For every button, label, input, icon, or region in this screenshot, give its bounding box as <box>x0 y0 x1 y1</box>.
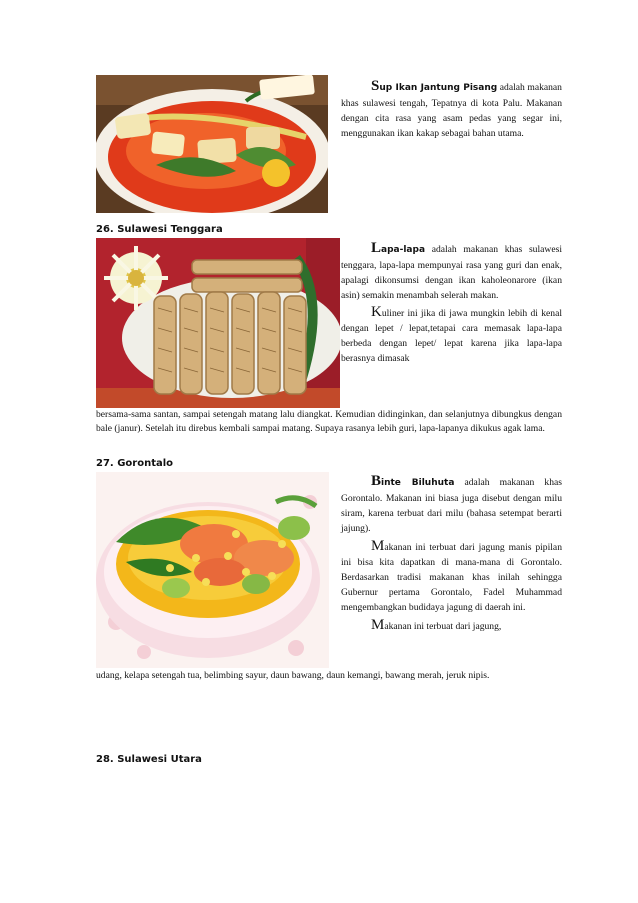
section-27-text <box>341 474 562 634</box>
paragraph-text: akanan ini terbuat dari jagung, <box>384 621 502 632</box>
paragraph-initial: M <box>371 538 385 554</box>
dish-name: up Ikan Jantung Pisang <box>379 83 498 93</box>
section-27-continuation: udang, kelapa setengah tua, belimbing sayur, daun bawang, daun kemangi, bawang merah, jeruk nipis. <box>96 670 490 681</box>
dish-description: adalah makanan khas Gorontalo. Makanan ini biasa juga disebut dengan milu siram, karena terbuat dari milu (bahasa setempat berarti jajung). <box>341 477 562 534</box>
section-heading-28: 28. Sulawesi Utara <box>96 754 202 765</box>
section-26-text <box>341 241 562 366</box>
binte-biluhuta-illustration <box>96 472 329 668</box>
section-25-text <box>341 79 562 141</box>
dish-initial: B <box>371 473 382 489</box>
paragraph-initial: K <box>371 304 382 320</box>
binte-biluhuta-photo <box>96 472 329 668</box>
dish-name: apa-lapa <box>381 245 426 255</box>
section-26-continuation: bersama-sama santan, sampai setengah matang lalu diangkat. Kemudian didinginkan, dan selanjutnya dibungkus dengan bale (janur). Setelah itu direbus kembali sampai matang. Supaya rasanya lebih guri, lapa-lapanya dikukus agak lama. <box>96 409 562 434</box>
dish-description: adalah makanan khas sulawesi tenggara, lapa-lapa mempunyai rasa yang guri dan enak, apalagi dikonsumsi dengan ikan kaholeonarore (ikan asin) semakin menambah selerah makan. <box>341 244 562 301</box>
sup-ikan-illustration <box>96 75 328 213</box>
lapa-lapa-illustration <box>96 238 340 408</box>
dish-name: inte Biluhuta <box>381 478 455 488</box>
dish-initial: L <box>371 240 382 256</box>
dish-description: adalah makanan khas sulawesi tengah, Tepatnya di kota Palu. Makanan dengan cita rasa yang asam pedas yang segar ini, menggunakan ikan kakap sebagai bahan utama. <box>341 82 562 139</box>
paragraph-initial: M <box>371 617 385 633</box>
lapa-lapa-photo <box>96 238 340 408</box>
section-heading-26: 26. Sulawesi Tenggara <box>96 224 223 235</box>
paragraph-text: akanan ini terbuat dari jagung manis pipilan ini bisa kita dapatkan di mana-mana di Gorontalo. Berdasarkan tradisi makanan khas inilah sehingga Gubernur pertama Gorontalo, Fadel Muhammad mengembangkan budidaya jagung di daerah ini. <box>341 542 562 613</box>
dish-initial: S <box>371 78 380 94</box>
section-heading-27: 27. Gorontalo <box>96 458 174 469</box>
paragraph-text: uliner ini jika di jawa mungkin lebih di kenal dengan lepet / lepat,tetapai cara memasak lapa-lapa berbeda dengan lepet/ lepat karena jika lapa-lapa berasnya dimasak <box>341 308 562 364</box>
sup-ikan-photo <box>96 75 328 213</box>
